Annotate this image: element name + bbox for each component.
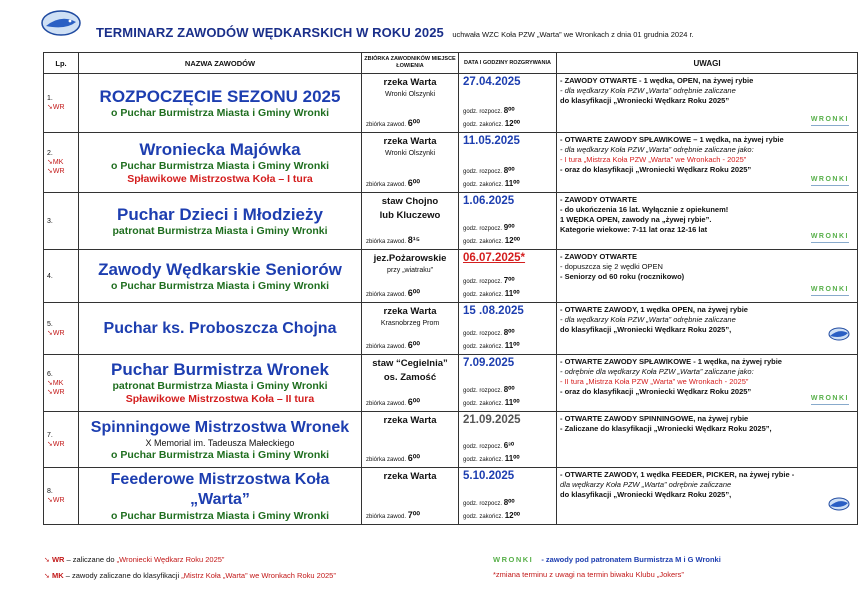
row-number: 8. [47, 488, 53, 495]
championship-name: Spławikowe Mistrzostwa Koła [125, 393, 274, 405]
start-time [463, 276, 515, 285]
end-time [463, 179, 520, 188]
gathering-value: 6⁰⁰ [407, 453, 420, 463]
event-name-cell [79, 303, 362, 355]
arrow-icon: ➘ [44, 557, 50, 564]
table-row [44, 133, 858, 193]
row-number: 6. [47, 370, 53, 378]
end-label: godz. zakończ. [463, 239, 504, 245]
end-time [463, 454, 520, 463]
gathering-value: 6⁰⁰ [407, 178, 420, 188]
start-label: godz. rozpocz. [463, 279, 503, 285]
wronki-logo: WRONKI [811, 394, 849, 405]
event-date: 11.05.2025 [463, 135, 520, 147]
event-championship [79, 173, 361, 186]
end-value: 11⁰⁰ [504, 179, 520, 188]
event-name-cell [79, 133, 362, 193]
tag-badge: WR [52, 329, 65, 337]
note-line: dla wędkarzy Koła PZW „Warta” odrębnie zaliczane [560, 480, 732, 489]
col-date: DATA I GODZINY ROZGRYWANIA [459, 53, 557, 74]
wronki-logo: WRONKI [811, 175, 849, 186]
note-line: - OTWARTE ZAWODY, 1 wędka OPEN, na żywej rybie [560, 305, 748, 314]
gathering-label: zbiórka zawod. [366, 239, 407, 245]
col-place: ZBIÓRKA ZAWODNIKÓW MIEJSCE ŁOWIENIA [362, 53, 459, 74]
note-line: - OTWARTE ZAWODY SPŁAWIKOWE - 1 wędka, na żywej rybie [560, 357, 782, 366]
arrow-icon: ➘ [47, 379, 53, 387]
place-alt: lub Kluczewo [379, 210, 441, 221]
gathering-time [366, 234, 420, 248]
note-line: - odrębnie dla wędkarzy Koła PZW „Warta” zaliczane jako: [560, 367, 754, 376]
start-label: godz. rozpocz. [463, 331, 503, 337]
tag-badge: WR [52, 104, 65, 111]
note-line: - ZAWODY OTWARTE - 1 wędka, OPEN, na żywej rybie [560, 76, 754, 85]
notes-cell [557, 74, 858, 133]
date-cell [459, 468, 557, 525]
note-line: - oraz do klasyfikacji „Wroniecki Wędkarz Roku 2025” [560, 165, 752, 174]
document-header [96, 24, 856, 44]
place-main: staw Chojno [381, 196, 439, 207]
gathering-time [366, 452, 420, 466]
end-value: 12⁰⁰ [504, 511, 521, 520]
note-line: - dla wędkarzy Koła PZW „Warta” odrębnie zaliczane jako: [560, 145, 754, 154]
tag-badge: MK [52, 159, 64, 166]
tag-badge: WR [52, 440, 65, 448]
tag-badge: WR [52, 388, 65, 396]
start-value: 8⁰⁰ [503, 166, 515, 175]
place-sub: Krasnobrzeg Prom [380, 320, 440, 327]
wronki-logo: WRONKI [811, 232, 849, 243]
start-label: godz. rozpocz. [463, 501, 503, 507]
notes-cell [557, 133, 858, 193]
arrow-icon: ➘ [44, 573, 50, 580]
tag-badge: WR [52, 497, 65, 504]
start-label: godz. rozpocz. [463, 226, 503, 232]
event-memorial: X Memorial im. Tadeusza Małeckiego [145, 437, 295, 448]
end-label: godz. zakończ. [463, 182, 504, 188]
place-cell [362, 303, 459, 355]
place-cell [362, 133, 459, 193]
start-time [463, 223, 515, 232]
note-line: - do ukończenia 16 lat. Wyłącznie z opiekunem! [560, 205, 729, 214]
date-cell [459, 412, 557, 468]
end-label: godz. zakończ. [463, 457, 504, 463]
start-time [463, 106, 515, 115]
end-value: 11⁰⁰ [504, 341, 520, 350]
date-cell [459, 355, 557, 412]
gathering-time [366, 396, 420, 410]
arrow-icon: ➘ [47, 497, 53, 504]
table-row [44, 193, 858, 250]
start-value: 7⁰⁰ [503, 276, 515, 285]
end-time [463, 119, 520, 128]
legend-patron [493, 555, 721, 564]
event-name-cell [79, 468, 362, 525]
start-value: 6³⁰ [503, 441, 515, 450]
event-name-cell [79, 74, 362, 133]
start-time [463, 498, 515, 507]
arrow-icon: ➘ [47, 168, 53, 175]
pzw-logo-icon [40, 8, 82, 38]
event-patron: o Puchar Burmistrza Miasta i Gminy Wronki [110, 159, 330, 172]
legend-mk-quote: „Mistrz Koła „Warta” we Wronkach Roku 2025” [181, 571, 336, 580]
table-row [44, 468, 858, 525]
event-title: Wroniecka Majówka [139, 139, 301, 159]
event-date: 1.06.2025 [463, 195, 515, 207]
event-patron: o Puchar Burmistrza Miasta i Gminy Wronki [110, 279, 330, 292]
legend-change-text: zmiana terminu z uwagi na termin biwaku Klubu „Jokers” [495, 570, 684, 579]
gathering-time [366, 287, 420, 301]
end-time [463, 341, 520, 350]
place-main: rzeka Warta [383, 77, 437, 88]
legend-patron-text: - zawody pod patronatem Burmistrza M i G Wronki [541, 555, 721, 564]
note-line: - oraz do klasyfikacji „Wroniecki Wędkarz Roku 2025” [560, 387, 752, 396]
event-title: Feederowe Mistrzostwa Koła „Warta” [110, 470, 330, 508]
note-line: - Seniorzy od 60 roku (rocznikowo) [560, 272, 685, 281]
note-line: - dla wędkarzy Koła PZW „Warta” odrębnie zaliczane [560, 315, 736, 324]
end-label: godz. zakończ. [463, 401, 504, 407]
event-title: Spinningowe Mistrzostwa Wronek [90, 418, 350, 436]
gathering-value: 6⁰⁰ [407, 397, 420, 407]
event-date: 7.09.2025 [463, 357, 515, 369]
note-line: - ZAWODY OTWARTE [560, 252, 637, 261]
event-name-cell [79, 193, 362, 250]
end-value: 11⁰⁰ [504, 289, 520, 298]
end-value: 11⁰⁰ [504, 454, 520, 463]
legend-wr [44, 555, 224, 564]
start-label: godz. rozpocz. [463, 388, 503, 394]
date-cell [459, 74, 557, 133]
event-patron: o Puchar Burmistrza Miasta i Gminy Wronki [110, 106, 330, 119]
legend-change-mark: * [493, 570, 496, 579]
note-line: - dla wędkarzy Koła PZW „Warta” odrębnie zaliczane [560, 86, 736, 95]
note-line: do klasyfikacji „Wroniecki Wędkarz Roku 2025”, [560, 490, 732, 499]
lp-cell [44, 355, 79, 412]
end-time [463, 289, 520, 298]
championship-name: Spławikowe Mistrzostwa Koła [127, 172, 276, 185]
event-date: 15 .08.2025 [463, 305, 524, 317]
event-title: Puchar ks. Proboszcza Chojna [103, 319, 337, 337]
date-cell [459, 193, 557, 250]
event-date: 21.09.2025 [463, 414, 521, 426]
place-sub: Wronki Olszynki [384, 150, 436, 157]
event-patron: o Puchar Burmistrza Miasta i Gminy Wronki [110, 509, 330, 522]
place-main: jez.Pożarowskie [373, 253, 447, 264]
gathering-time [366, 339, 420, 353]
start-value: 8⁰⁰ [503, 385, 515, 394]
table-row [44, 412, 858, 468]
note-line: 1 WĘDKA OPEN, zawody na „żywej rybie”. [560, 215, 712, 224]
start-time [463, 166, 515, 175]
end-time [463, 236, 520, 245]
row-number: 5. [47, 320, 53, 328]
event-title: Puchar Dzieci i Młodzieży [117, 204, 323, 224]
event-championship [79, 393, 361, 406]
notes-cell [557, 412, 858, 468]
arrow-icon: ➘ [47, 159, 53, 166]
gathering-value: 7⁰⁰ [407, 510, 420, 520]
event-patron: patronat Burmistrza Miasta i Gminy Wronki [112, 380, 328, 392]
start-time [463, 328, 515, 337]
lp-cell [44, 133, 79, 193]
place-cell [362, 74, 459, 133]
place-main: rzeka Warta [383, 306, 437, 317]
row-number: 2. [47, 150, 53, 157]
place-main: rzeka Warta [383, 471, 437, 482]
start-value: 9⁰⁰ [503, 223, 515, 232]
place-cell [362, 468, 459, 525]
arrow-icon: ➘ [47, 388, 53, 396]
lp-cell [44, 303, 79, 355]
place-cell [362, 250, 459, 303]
note-line: - dopuszcza się 2 wędki OPEN [560, 262, 663, 271]
gathering-label: zbiórka zawod. [366, 292, 407, 298]
fish-logo-icon [827, 325, 851, 343]
arrow-icon: ➘ [47, 104, 53, 111]
gathering-value: 6⁰⁰ [407, 340, 420, 350]
notes-cell [557, 355, 858, 412]
place-cell [362, 355, 459, 412]
event-title: Zawody Wędkarskie Seniorów [98, 259, 342, 279]
end-label: godz. zakończ. [463, 122, 504, 128]
place-alt: os. Zamość [383, 372, 437, 383]
legend-mk-code: MK [51, 571, 64, 580]
notes-cell [557, 468, 858, 525]
gathering-label: zbiórka zawod. [366, 457, 407, 463]
note-line: - OTWARTE ZAWODY, 1 wędka FEEDER, PICKER, na żywej rybie - [560, 470, 795, 479]
gathering-label: zbiórka zawod. [366, 401, 407, 407]
date-cell [459, 133, 557, 193]
row-number: 1. [47, 95, 53, 102]
event-patron: patronat Burmistrza Miasta i Gminy Wronki [112, 224, 328, 237]
gathering-value: 6⁰⁰ [407, 118, 420, 128]
col-name: NAZWA ZAWODÓW [79, 53, 362, 74]
gathering-time [366, 509, 420, 523]
start-time [463, 385, 515, 394]
legend-mk [44, 571, 336, 580]
page-title: TERMINARZ ZAWODÓW WĘDKARSKICH W ROKU 2025 [96, 25, 444, 40]
schedule-table [43, 52, 858, 525]
place-cell [362, 412, 459, 468]
note-line: - ZAWODY OTWARTE [560, 195, 637, 204]
wronki-logo: WRONKI [811, 115, 849, 126]
end-value: 11⁰⁰ [504, 398, 520, 407]
lp-cell [44, 250, 79, 303]
end-time [463, 511, 520, 520]
event-name-cell [79, 250, 362, 303]
event-name-cell [79, 412, 362, 468]
lp-cell [44, 468, 79, 525]
wronki-logo: WRONKI [811, 285, 849, 296]
start-time [463, 441, 514, 450]
gathering-label: zbiórka zawod. [366, 514, 407, 520]
end-time [463, 398, 520, 407]
place-main: rzeka Warta [383, 415, 437, 426]
note-line: do klasyfikacji „Wroniecki Wędkarz Roku 2025”, [560, 325, 732, 334]
wronki-logo: WRONKI [493, 555, 534, 564]
gathering-value: 6⁰⁰ [407, 288, 420, 298]
legend-change [493, 570, 684, 579]
note-line: do klasyfikacji „Wroniecki Wędkarz Roku 2025” [560, 96, 730, 105]
legend-wr-code: WR [51, 555, 65, 564]
lp-cell [44, 193, 79, 250]
note-line: - I tura „Mistrza Koła PZW „Warta” we Wronkach - 2025” [560, 155, 747, 164]
arrow-icon: ➘ [47, 329, 53, 337]
place-cell [362, 193, 459, 250]
legend-wr-text: – zaliczane do [64, 555, 117, 564]
note-line: - OTWARTE ZAWODY SPŁAWIKOWE – 1 wędka, na żywej rybie [560, 135, 784, 144]
end-label: godz. zakończ. [463, 292, 504, 298]
legend-mk-text: – zawody zaliczane do klasyfikacji [63, 571, 182, 580]
date-cell [459, 303, 557, 355]
notes-cell [557, 303, 858, 355]
table-row [44, 74, 858, 133]
notes-cell [557, 193, 858, 250]
start-value: 8⁰⁰ [503, 106, 515, 115]
tag-badge: MK [52, 379, 64, 387]
end-label: godz. zakończ. [463, 514, 504, 520]
gathering-time [366, 117, 420, 131]
championship-round: – II tura [273, 393, 315, 405]
table-row [44, 355, 858, 412]
table-row [44, 303, 858, 355]
start-label: godz. rozpocz. [463, 444, 503, 450]
gathering-label: zbiórka zawod. [366, 182, 407, 188]
event-title: ROZPOCZĘCIE SEZONU 2025 [99, 86, 341, 106]
start-label: godz. rozpocz. [463, 169, 503, 175]
arrow-icon: ➘ [47, 440, 53, 448]
note-line: - II tura „Mistrza Koła PZW „Warta” we Wronkach - 2025” [560, 377, 749, 386]
fish-logo-icon [827, 495, 851, 513]
date-cell [459, 250, 557, 303]
event-patron: o Puchar Burmistrza Miasta i Gminy Wronki [110, 448, 330, 461]
note-line: - OTWARTE ZAWODY SPINNINGOWE, na żywej rybie [560, 414, 749, 423]
event-date: 06.07.2025* [463, 252, 526, 264]
col-lp: Lp. [44, 53, 79, 74]
event-title: Puchar Burmistrza Wronek [111, 360, 329, 379]
start-value: 8⁰⁰ [503, 498, 515, 507]
tag-badge: WR [52, 168, 65, 175]
end-label: godz. zakończ. [463, 344, 504, 350]
place-sub: Wronki Olszynki [384, 91, 436, 98]
championship-round: – I tura [275, 172, 313, 185]
row-number: 7. [47, 431, 53, 439]
gathering-label: zbiórka zawod. [366, 122, 407, 128]
lp-cell [44, 412, 79, 468]
gathering-time [366, 177, 420, 191]
row-number: 3. [47, 217, 53, 225]
event-name-cell [79, 355, 362, 412]
place-main: staw “Cegielnia” [372, 358, 448, 369]
lp-cell [44, 74, 79, 133]
legend-wr-quote: „Wroniecki Wędkarz Roku 2025” [116, 555, 225, 564]
gathering-value: 8¹⁵ [407, 235, 420, 245]
end-value: 12⁰⁰ [504, 119, 521, 128]
place-main: rzeka Warta [383, 136, 437, 147]
gathering-label: zbiórka zawod. [366, 344, 407, 350]
event-date: 5.10.2025 [463, 470, 515, 482]
start-label: godz. rozpocz. [463, 109, 503, 115]
col-notes: UWAGI [557, 53, 858, 74]
note-line: Kategorie wiekowe: 7-11 lat oraz 12-16 lat [560, 225, 708, 234]
notes-cell [557, 250, 858, 303]
event-date: 27.04.2025 [463, 76, 521, 88]
resolution-note: uchwała WZC Koła PZW „Warta” we Wronkach z dnia 01 grudnia 2024 r. [452, 30, 694, 39]
end-value: 12⁰⁰ [504, 236, 521, 245]
row-number: 4. [47, 272, 53, 280]
start-value: 8⁰⁰ [503, 328, 515, 337]
place-sub: przy „wiatraku” [387, 267, 433, 274]
note-line: - Zaliczane do klasyfikacji „Wroniecki Wędkarz Roku 2025”, [560, 424, 772, 433]
table-row [44, 250, 858, 303]
